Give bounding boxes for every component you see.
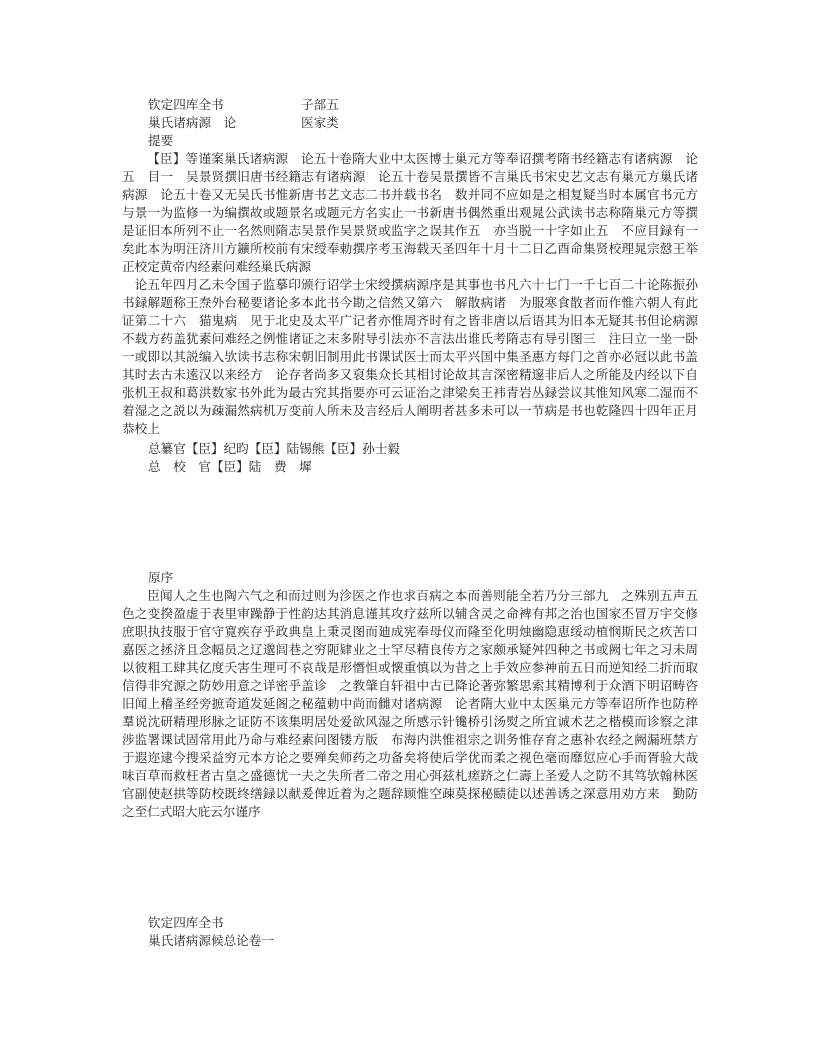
tiyao-paragraph-2: 论五年四月乙未令国子监摹印颁行诏学士宋绶撰病源序是其事也书凡六十七门一千七百二十论陈振孙书録解题称王焘外台秘要诸论多本此书今勘之信然又第六 解散病诸 为服寒食散者而作惟六朝人有此证第二十六 猫鬼病 见于北史及太平广记者亦惟周齐时有之皆非唐以后语其为旧本无疑其书但论病源不载方药盖犹素问难经之例惟诸证之末多附导引法亦不言法出谁氏考隋志有导引图三 注曰立一坐一卧一或即以其説编入欤读书志称宋朝旧制用此书课试医士而太平兴国中集圣惠方每门之首亦必冠以此书盖其时去古未逺汉以来经方 论存者尚多又裒集众长其相讨论故其言深密精邃非后人之所能及内经以下自张机王叔和葛洪数家书外此为最古究其指要亦可云证治之津梁矣王袆青岩丛録尝议其惟知风寒二湿而不着湿之之説以为疎漏然病机万变前人所未及言经后人阐明者甚多未可以一节病是书也乾隆四十四年正月恭校上: [122, 277, 698, 436]
volume-title: 巢氏诸病源候总论卷一: [148, 933, 274, 948]
preface-text: 臣闻人之生也陶六气之和而过则为沴医之作也求百病之本而善则能全若乃分三部九 之殊别五声五色之变揆盈虚于表里审躁静于性韵达其消息谨其攻疗兹所以辅含灵之命裨有邦之治也国家丕冒万宇交修庶职执技服于官守寛疾存乎政典皇上秉灵图而廸成宪奉母仪而隆至化明烛幽隐恵绥动植悯斯民之疚苦口嘉医之拯济且念幅员之辽邈闾巷之穷阨肄业之士罕尽精良传方之家颇承疑舛四种之书或阙七年之习未周以彼粗工肆其亿度夭害生理可不哀哉是形憯怛或懐重慎以为昔之上手效应参神前五日而逆知经二折而取信得非究源之防妙用意之详密乎盖诊 之教肇自轩祖中古已降论著弥繁思索其精博利于众酒下明诏畴咨旧闻上稽圣经旁摭奇道发延阁之秘蕴勅中尚而雠对诸病源 论者隋大业中太医巢元方等奉诏所作也防稡羣说沈研精理形脉之证防不该集明居处爱欲风湿之所感示针镵桥引汤熨之所宜诚术艺之楷模而诊察之津涉监署课试固常用此乃命与难经素问图镂方版 布海内洪惟祖宗之训务惟存育之惠补农经之阙漏班禁方于遐迩逮今搜采益穷元本方论之要殚矣师药之功备矣将使后学优而柔之视色毫而靡愆应心手而胥验大哉味百草而救枉者古皇之盛德忧一夫之失所者二帝之用心弭兹札瘥跻之仁壽上圣爱人之防不其笃欤翰林医官副使赵拱等防校既终缮録以献爰俾近着为之题辞顾惟空疎莫探秘赜徒以述善诱之深意用劝方来 勤防之至仁式昭大庇云尔谨序: [122, 588, 698, 819]
editors-line-1: 总纂官【臣】纪昀【臣】陆锡熊【臣】孙士毅: [148, 441, 400, 456]
editors-line-2: 总 校 官【臣】陆 费 墀: [148, 459, 312, 474]
tiyao-paragraph-1: 【臣】等谨案巢氏诸病源 论五十卷隋大业中太医博士巢元方等奉诏撰考隋书经籍志有诸病源 论五 目一 吴景贤撰旧唐书经籍志有诸病源 论五十卷吴景撰皆不言巢氏书宋史艺文志有巢元方巢氏诸病源 论五十卷又无吴氏书惟新唐书艺文志二书并载书名 数并同不应如是之相复疑当时本属官书元方与景一为监修一为编撰故或题景名或题元方名实止一书新唐书偶然重出观晁公武读书志称隋巢元方等撰是证旧本所列不止一名然则隋志吴景作吴景贤或监字之误其作五 亦当脱一十字如止五 不应目録有一 矣此本为明汪济川方鑛所校前有宋绶奉勅撰序考玉海载天圣四年十月十二日乙酉命集贤校理晁宗慤王举正校定黄帝内经素问难经巢氏病源: [122, 151, 711, 274]
preface-heading: 原序: [148, 570, 174, 585]
category-label: 医家类: [301, 115, 339, 130]
footer-book-title: 钦定四库全书: [148, 915, 224, 930]
section-label: 子部五: [301, 97, 339, 112]
work-title: 巢氏诸病源 论: [148, 115, 237, 130]
tiyao-heading: 提要: [148, 133, 174, 148]
book-title: 钦定四库全书: [148, 97, 224, 112]
